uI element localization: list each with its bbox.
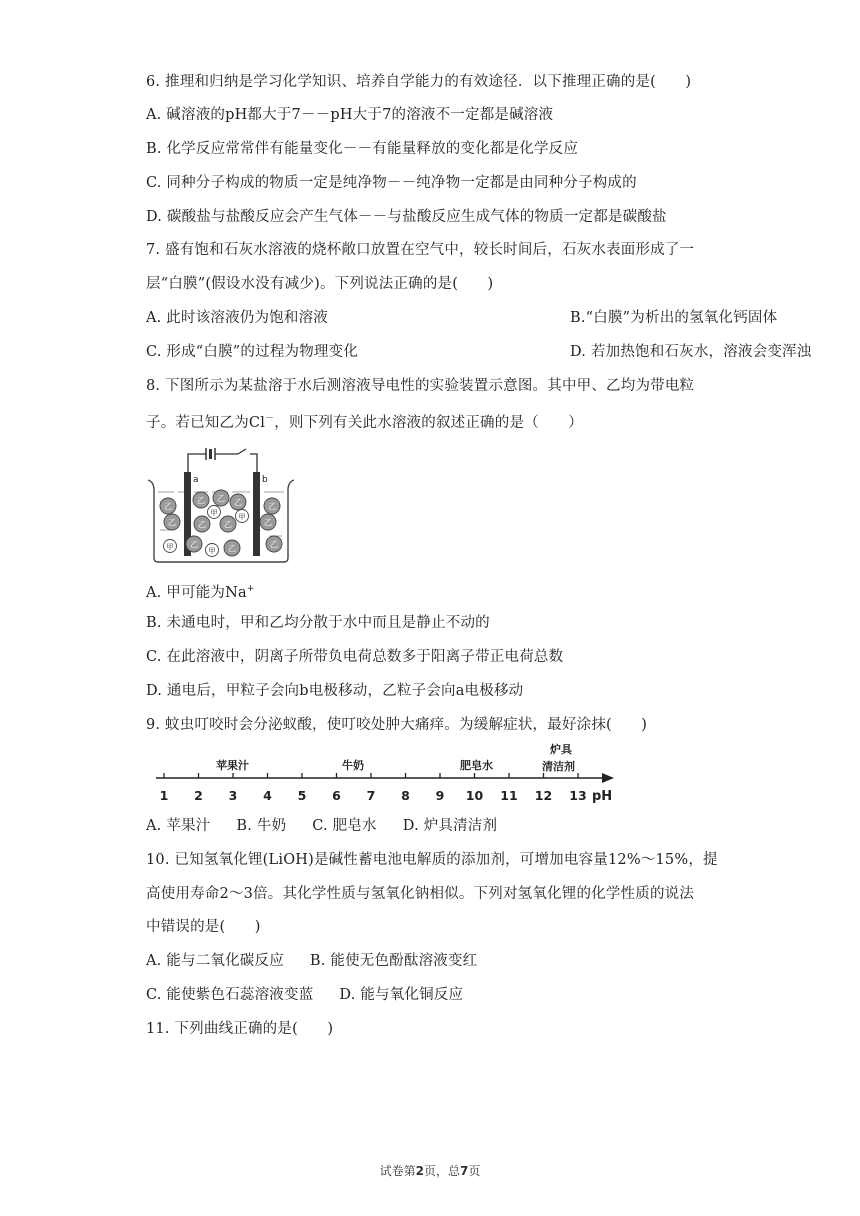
footer-total-pages: 7 (460, 1164, 469, 1178)
electrode-a-label: a (193, 475, 199, 485)
q6-option-a: A. 碱溶液的pH都大于7－－pH大于7的溶液不一定都是碱溶液 (146, 107, 554, 123)
q8-option-a (146, 579, 255, 603)
particle-yi-label: 乙 (190, 540, 198, 549)
particle-yi-label: 乙 (264, 518, 272, 527)
ph-scale-diagram (146, 742, 626, 808)
particle-jia-label: 甲 (208, 547, 216, 555)
particle-jia-label: 甲 (166, 543, 174, 551)
q9-option-d: D. 炉具清洁剂 (402, 818, 498, 834)
ph-tick-label: 3 (228, 788, 238, 803)
q10-stem-line1: 10. 已知氢氧化锂(LiOH)是碱性蓄电池电解质的添加剂，可增加电容量12%～15%，提 (146, 852, 718, 868)
footer-text-2: 页，总 (423, 1164, 460, 1178)
q7-option-b: B.“白膜”为析出的氢氧化钙固体 (570, 310, 778, 326)
q10-stem-line2: 高使用寿命2～3倍。其化学性质与氢氧化钠相似。下列对氢氧化锂的化学性质的说法 (146, 886, 695, 902)
q10-option-d: D. 能与氧化铜反应 (339, 987, 464, 1003)
q6-option-b: B. 化学反应常常伴有能量变化－－有能量释放的变化都是化学反应 (146, 141, 579, 157)
electrode-b (253, 472, 260, 556)
q7-stem-line1: 7. 盛有饱和石灰水溶液的烧杯敞口放置在空气中，较长时间后，石灰水表面形成了一 (146, 242, 695, 258)
page-footer (0, 1162, 860, 1179)
q7-stem-line2: 层“白膜”(假设水没有减少)。下列说法正确的是( ) (146, 276, 494, 292)
particle-yi-label: 乙 (270, 540, 278, 549)
q10-stem-line3: 中错误的是( ) (146, 919, 261, 935)
label-stove-cleaner-line2: 清洁剂 (542, 760, 575, 773)
chloride-charge: － (265, 414, 275, 424)
ph-tick-label: 10 (465, 788, 484, 803)
particle-yi-label: 乙 (234, 498, 242, 507)
q10-options-row1 (146, 951, 477, 971)
q6-option-c: C. 同种分子构成的物质一定是纯净物－－纯净物一定都是由同种分子构成的 (146, 175, 637, 191)
footer-text-1: 试卷第 (379, 1164, 416, 1178)
q10-option-b: B. 能使无色酚酞溶液变红 (309, 953, 478, 969)
particle-yi-label: 乙 (197, 496, 205, 505)
electrolysis-beaker-diagram (146, 440, 296, 566)
ph-tick-label: 11 (500, 788, 518, 803)
q9-options-row (146, 816, 497, 836)
wire-right (250, 454, 257, 472)
electrode-b-label: b (262, 475, 268, 485)
q9-option-c: C. 肥皂水 (312, 818, 377, 834)
ph-tick-label: 2 (194, 788, 203, 803)
ph-tick-label: 13 (569, 788, 587, 803)
q8-stem-line1: 8. 下图所示为某盐溶于水后测溶液导电性的实验装置示意图。其中甲、乙均为带电粒 (146, 378, 695, 394)
particle-yi-label: 乙 (164, 502, 172, 511)
q6-option-d: D. 碳酸盐与盐酸反应会产生气体－－与盐酸反应生成气体的物质一定都是碳酸盐 (146, 209, 667, 225)
q9-stem: 9. 蚊虫叮咬时会分泌蚁酸，使叮咬处肿大痛痒。为缓解症状，最好涂抹( ) (146, 717, 648, 733)
ph-tick-label: 8 (401, 788, 410, 803)
q8-option-b: B. 未通电时，甲和乙均分散于水中而且是静止不动的 (146, 615, 490, 631)
q7-options-row1 (146, 308, 778, 328)
q7-option-c: C. 形成“白膜”的过程为物理变化 (146, 344, 359, 360)
footer-page-number: 2 (415, 1164, 424, 1178)
q10-option-a: A. 能与二氧化碳反应 (146, 953, 284, 969)
ph-tick-label: 5 (297, 788, 307, 803)
particle-yi-label: 乙 (198, 520, 206, 529)
particle-yi-label: 乙 (168, 518, 176, 527)
q11-stem: 11. 下列曲线正确的是( ) (146, 1021, 334, 1037)
particle-yi-label: 乙 (268, 502, 276, 511)
particle-yi-label: 乙 (228, 544, 236, 553)
ion-particles (160, 490, 282, 557)
ph-unit-label: pH (592, 789, 613, 804)
particle-yi-label: 乙 (224, 520, 232, 529)
label-stove-cleaner-line1: 炉具 (550, 743, 572, 756)
particle-jia-label: 甲 (210, 509, 218, 517)
q8-stem-text-rest: ，则下列有关此水溶液的叙述正确的是（ ） (274, 414, 583, 431)
sodium-charge: + (246, 584, 255, 594)
label-apple-juice: 苹果汁 (216, 759, 249, 772)
ph-axis-arrow-icon (602, 773, 614, 783)
battery-plate-2 (209, 449, 212, 459)
particle-jia-label: 甲 (238, 513, 246, 521)
q9-option-b: B. 牛奶 (236, 818, 287, 834)
q8-option-c: C. 在此溶液中，阴离子所带负电荷总数多于阳离子带正电荷总数 (146, 649, 564, 665)
footer-text-3: 页 (468, 1164, 481, 1178)
ph-tick-label: 7 (366, 788, 376, 803)
ph-tick-label: 4 (263, 788, 272, 803)
q10-options-row2 (146, 985, 463, 1005)
q7-option-a: A. 此时该溶液仍为饱和溶液 (146, 310, 328, 326)
q8-stem-line2 (146, 409, 583, 433)
wire-left (188, 454, 206, 472)
q8-option-a-text: A. 甲可能为Na (146, 584, 247, 601)
q7-options-row2 (146, 342, 812, 362)
q9-option-a: A. 苹果汁 (146, 818, 211, 834)
q7-option-d: D. 若加热饱和石灰水，溶液会变浑浊 (570, 344, 812, 360)
ph-tick-label: 9 (435, 788, 445, 803)
ph-tick-label: 1 (159, 788, 169, 803)
ph-tick-label: 6 (332, 788, 341, 803)
q6-stem: 6. 推理和归纳是学习化学知识、培养自学能力的有效途径．以下推理正确的是( ) (146, 74, 692, 90)
switch-icon (238, 449, 246, 454)
ph-tick-label: 12 (534, 788, 553, 803)
particle-yi-label: 乙 (217, 494, 225, 503)
label-soap-water: 肥皂水 (460, 759, 493, 772)
q8-stem-text: 子。若已知乙为Cl (146, 414, 266, 431)
label-milk: 牛奶 (342, 759, 364, 772)
q8-option-d: D. 通电后，甲粒子会向b电极移动，乙粒子会向a电极移动 (146, 683, 524, 699)
q10-option-c: C. 能使紫色石蕊溶液变蓝 (146, 987, 314, 1003)
